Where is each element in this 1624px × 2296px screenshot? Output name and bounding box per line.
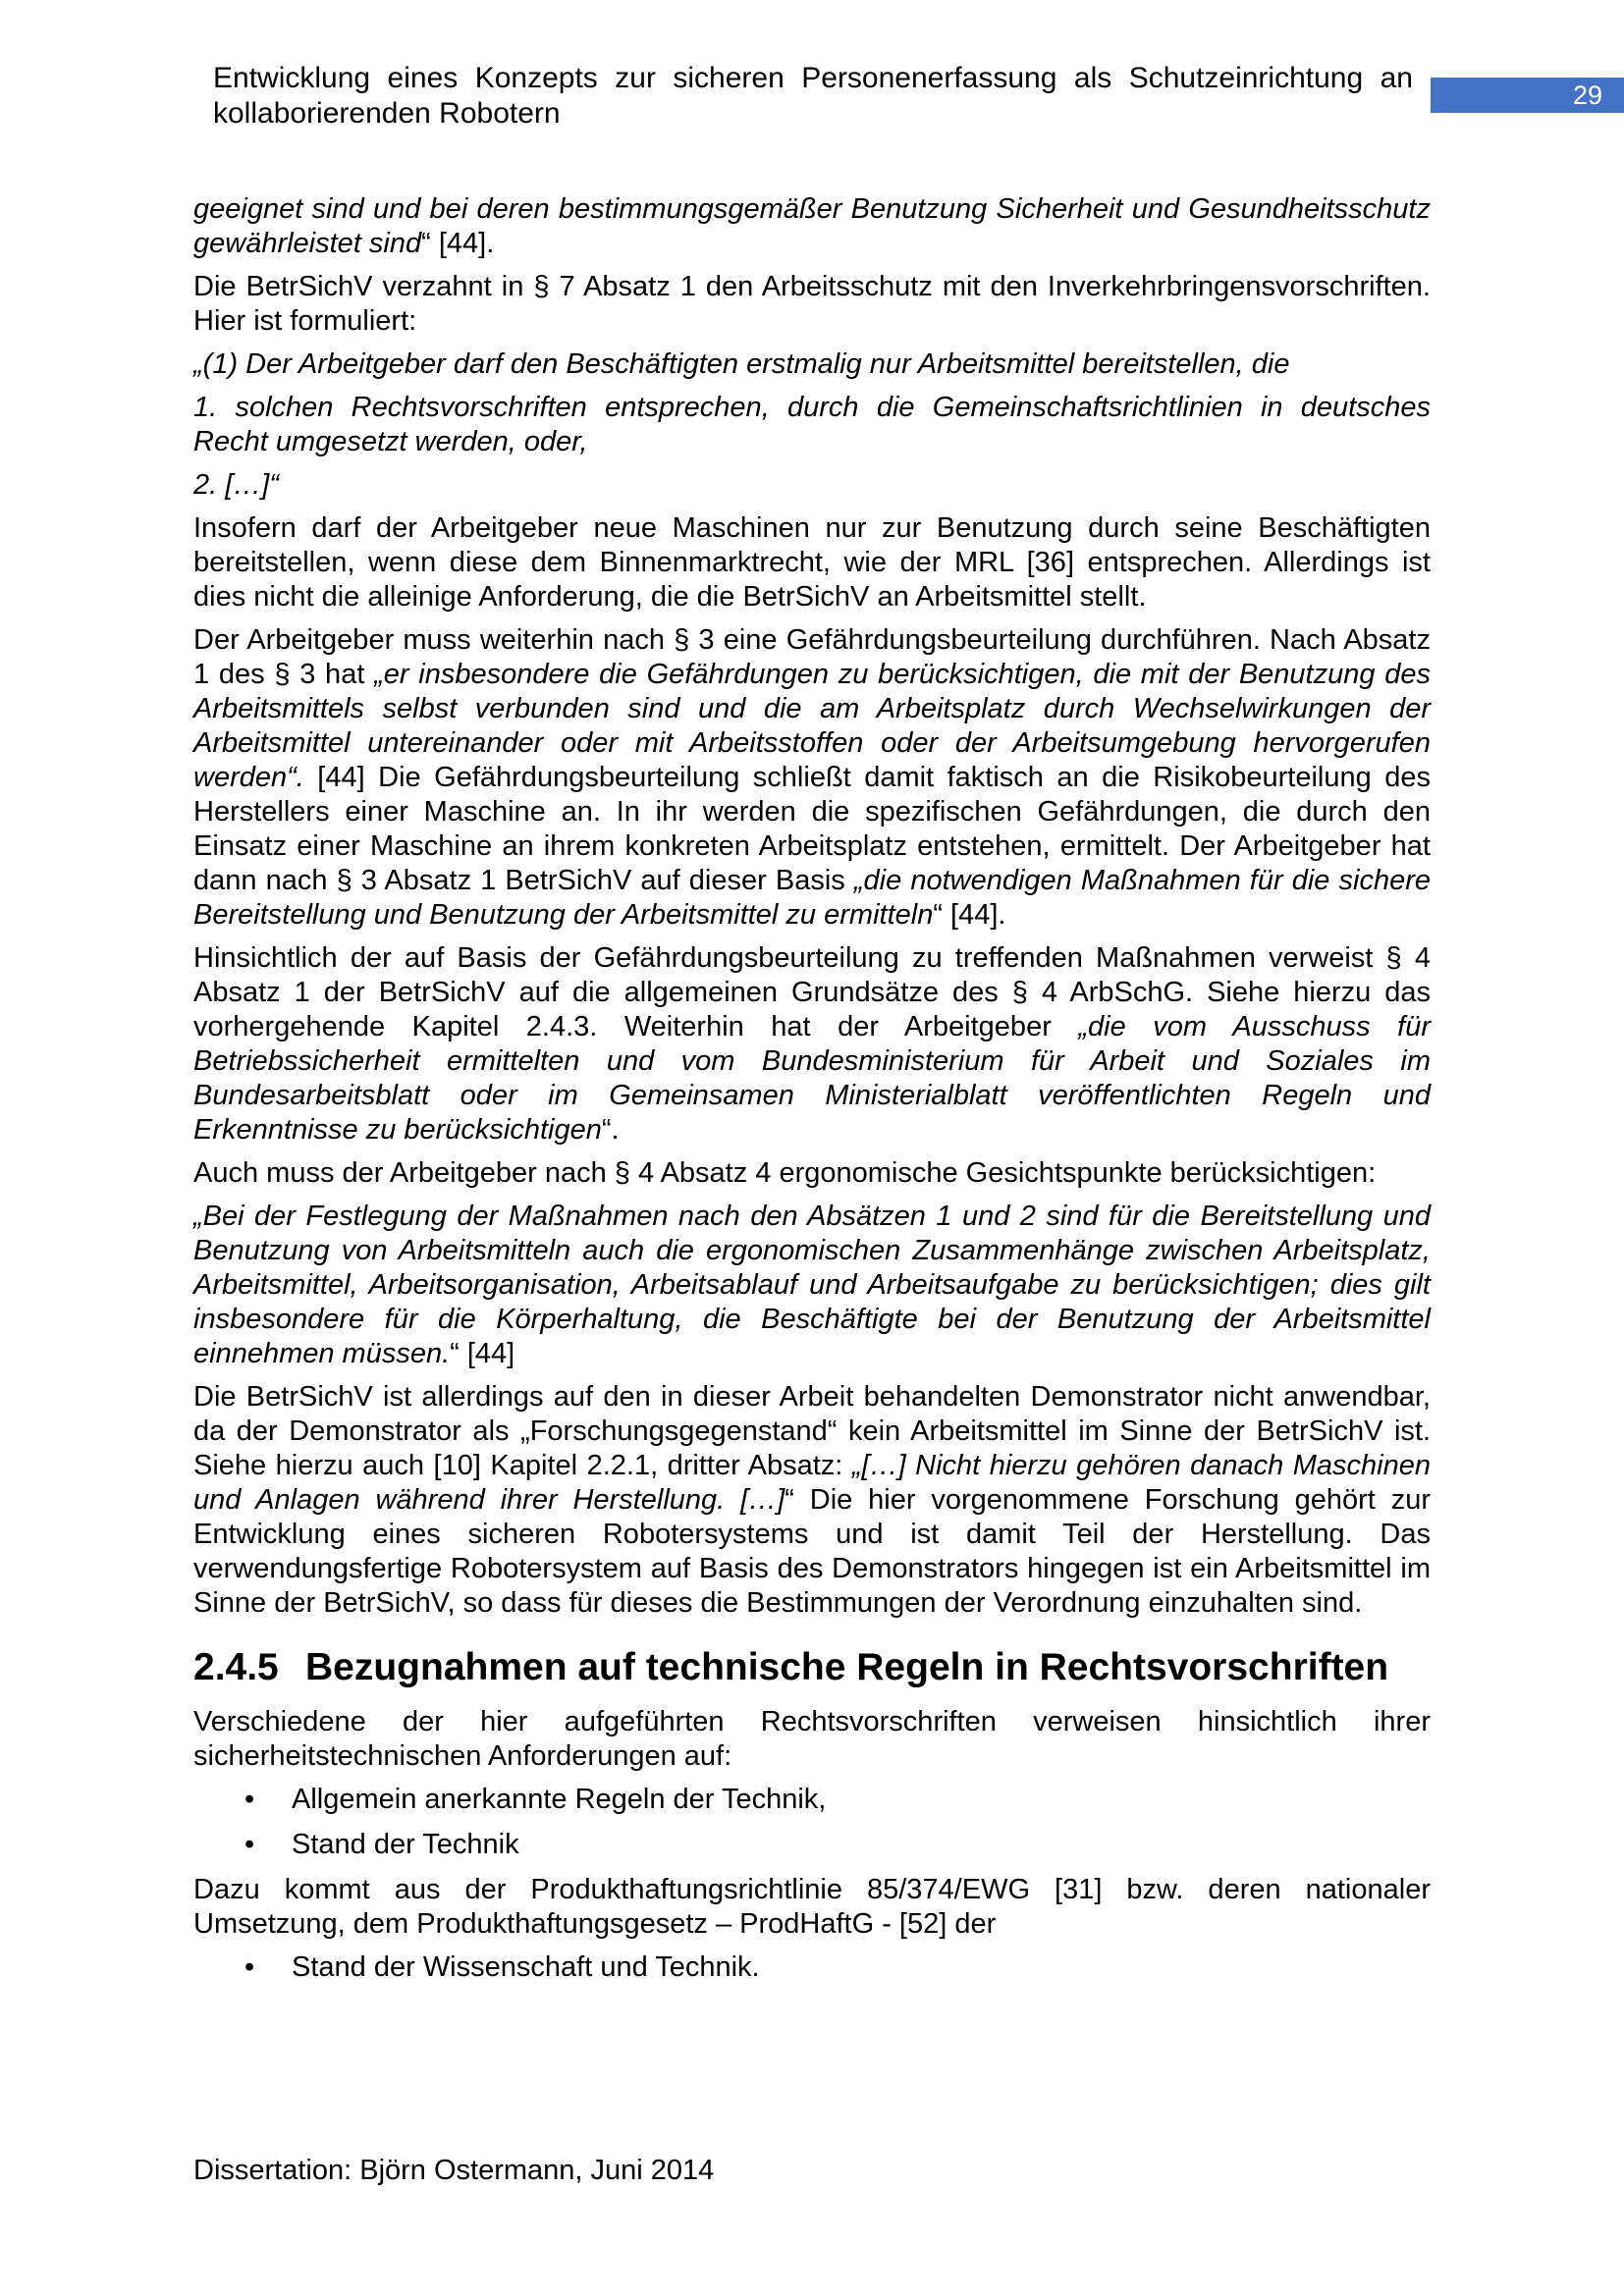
paragraph: Auch muss der Arbeitgeber nach § 4 Absatz 4 ergonomische Gesichtspunkte berücksichtigen: <box>193 1157 1377 1189</box>
quote-paragraph: „(1) Der Arbeitgeber darf den Beschäftigten erstmalig nur Arbeitsmittel bereitstellen, die <box>193 348 1290 380</box>
paragraph-text: Die BetrSichV ist allerdings auf den in dieser Arbeit behandelten Demonstrator nicht anwendbar, da der Demonstrator als „Forschungsgegenstand“ kein Arbeitsmittel im Sinne der BetrSichV ist. Siehe hierzu auch [10] Kapitel 2.2.1, dritter Absatz: <box>193 1381 1431 1481</box>
section-number: 2.4.5 <box>193 1646 279 1688</box>
page-number-badge: 29 <box>1431 78 1624 113</box>
page-footer: Dissertation: Björn Ostermann, Juni 2014 <box>193 2155 715 2186</box>
paragraph <box>193 192 1431 261</box>
paragraph: Die BetrSichV verzahnt in § 7 Absatz 1 den Arbeitsschutz mit den Inverkehrbringensvorschriften. Hier ist formuliert: <box>193 271 1431 337</box>
citation-text: “ [44]. <box>421 228 495 259</box>
paragraph <box>193 623 1431 933</box>
bullet-icon: • <box>244 1784 255 1815</box>
list-item <box>193 1950 1431 1985</box>
list-item <box>193 1828 1431 1862</box>
bullet-list <box>193 1950 1431 1985</box>
bullet-list <box>193 1783 1431 1862</box>
paragraph <box>193 941 1431 1148</box>
quote-text: „er insbesondere die Gefährdungen zu berücksichtigen, die mit der Benutzung des Arbeitsmittels selbst verbunden sind und die am Arbeitsplatz durch Wechselwirkungen der Arbeitsmittel untereinander oder mit Arbeitsstoffen oder der Arbeitsumgebung hervorgerufen werden“. <box>193 659 1431 793</box>
quote-text: geeignet sind und bei deren bestimmungsgemäßer Benutzung Sicherheit und Gesundheitsschutz gewährleistet sind <box>193 193 1431 259</box>
paragraph-text: “ Die hier vorgenommene Forschung gehört zur Entwicklung eines sicheren Robotersystems und ist damit Teil der Herstellung. Das verwendungsfertige Robotersystem auf Basis des Demonstrators hingegen ist ein Arbeitsmittel im Sinne der BetrSichV, so dass für dieses die Bestimmungen der Verordnung einzuhalten sind. <box>193 1484 1431 1619</box>
document-body <box>193 192 1431 1996</box>
paragraph: Insofern darf der Arbeitgeber neue Maschinen nur zur Benutzung durch seine Beschäftigten bereitstellen, wenn diese dem Binnenmarktrecht, wie der MRL [36] entsprechen. Allerdings ist dies nicht die alleinige Anforderung, die die BetrSichV an Arbeitsmittel stellt. <box>193 512 1431 613</box>
paragraph-text: [44] Die Gefährdungsbeurteilung schließt damit faktisch an die Risikobeurteilung des Herstellers einer Maschine an. In ihr werden die spezifischen Gefährdungen, die durch den Einsatz einer Maschine an ihrem konkreten Arbeitsplatz entstehen, ermittelt. Der Arbeitgeber hat dann nach § 3 Absatz 1 BetrSichV auf dieser Basis <box>193 762 1431 896</box>
quote-paragraph: 1. solchen Rechtsvorschriften entsprechen, durch die Gemeinschaftsrichtlinien in deutsches Recht umgesetzt werden, oder, <box>193 392 1431 457</box>
list-item-text: Allgemein anerkannte Regeln der Technik, <box>292 1784 827 1815</box>
list-item-text: Stand der Wissenschaft und Technik. <box>292 1951 760 1983</box>
header-title: Entwicklung eines Konzepts zur sicheren Personenerfassung als Schutzeinrichtung an kollaborierenden Robotern <box>213 62 1413 130</box>
paragraph <box>193 1380 1431 1621</box>
section-heading <box>193 1645 1431 1690</box>
section-title: Bezugnahmen auf technische Regeln in Rechtsvorschriften <box>305 1646 1389 1688</box>
paragraph-text: Hinsichtlich der auf Basis der Gefährdungsbeurteilung zu treffenden Maßnahmen verweist § 4 Absatz 1 der BetrSichV auf die allgemeinen Grundsätze des § 4 ArbSchG. Siehe hierzu das vorhergehende Kapitel 2.4.3. Weiterhin hat der Arbeitgeber <box>193 942 1431 1042</box>
quote-text: „die notwendigen Maßnahmen für die sichere Bereitstellung und Benutzung der Arbeitsmittel zu ermitteln <box>193 865 1431 931</box>
paragraph-text: Der Arbeitgeber muss weiterhin nach § 3 eine Gefährdungsbeurteilung durchführen. Nach Absatz 1 des § 3 hat <box>193 624 1431 690</box>
citation-text: “ [44] <box>450 1338 515 1369</box>
bullet-icon: • <box>244 1951 255 1983</box>
list-item <box>193 1783 1431 1817</box>
list-item-text: Stand der Technik <box>292 1829 519 1860</box>
paragraph: Dazu kommt aus der Produkthaftungsrichtlinie 85/374/EWG [31] bzw. deren nationaler Umsetzung, dem Produkthaftungsgesetz – ProdHaftG - [52] der <box>193 1874 1431 1940</box>
quote-paragraph <box>193 1200 1431 1371</box>
quote-text: „[…] Nicht hierzu gehören danach Maschinen und Anlagen während ihrer Herstellung. […] <box>193 1450 1431 1516</box>
bullet-icon: • <box>244 1829 255 1860</box>
paragraph: Verschiedene der hier aufgeführten Rechtsvorschriften verweisen hinsichtlich ihrer sicherheitstechnischen Anforderungen auf: <box>193 1706 1431 1772</box>
quote-text: „Bei der Festlegung der Maßnahmen nach den Absätzen 1 und 2 sind für die Bereitstellung und Benutzung von Arbeitsmitteln auch die ergonomischen Zusammenhänge zwischen Arbeitsplatz, Arbeitsmittel, Arbeitsorganisation, Arbeitsablauf und Arbeitsaufgabe zu berücksichtigen; dies gilt insbesondere für die Körperhaltung, die Beschäftigte bei der Benutzung der Arbeitsmittel einnehmen müssen. <box>193 1201 1431 1369</box>
paragraph-text: “. <box>601 1114 620 1146</box>
quote-paragraph: 2. […]“ <box>193 469 280 501</box>
quote-text: „die vom Ausschuss für Betriebssicherheit ermittelten und vom Bundesministerium für Arbeit und Soziales im Bundesarbeitsblatt oder im Gemeinsamen Ministerialblatt veröffentlichten Regeln und Erkenntnisse zu berücksichtigen <box>193 1011 1431 1146</box>
citation-text: “ [44]. <box>933 899 1006 931</box>
